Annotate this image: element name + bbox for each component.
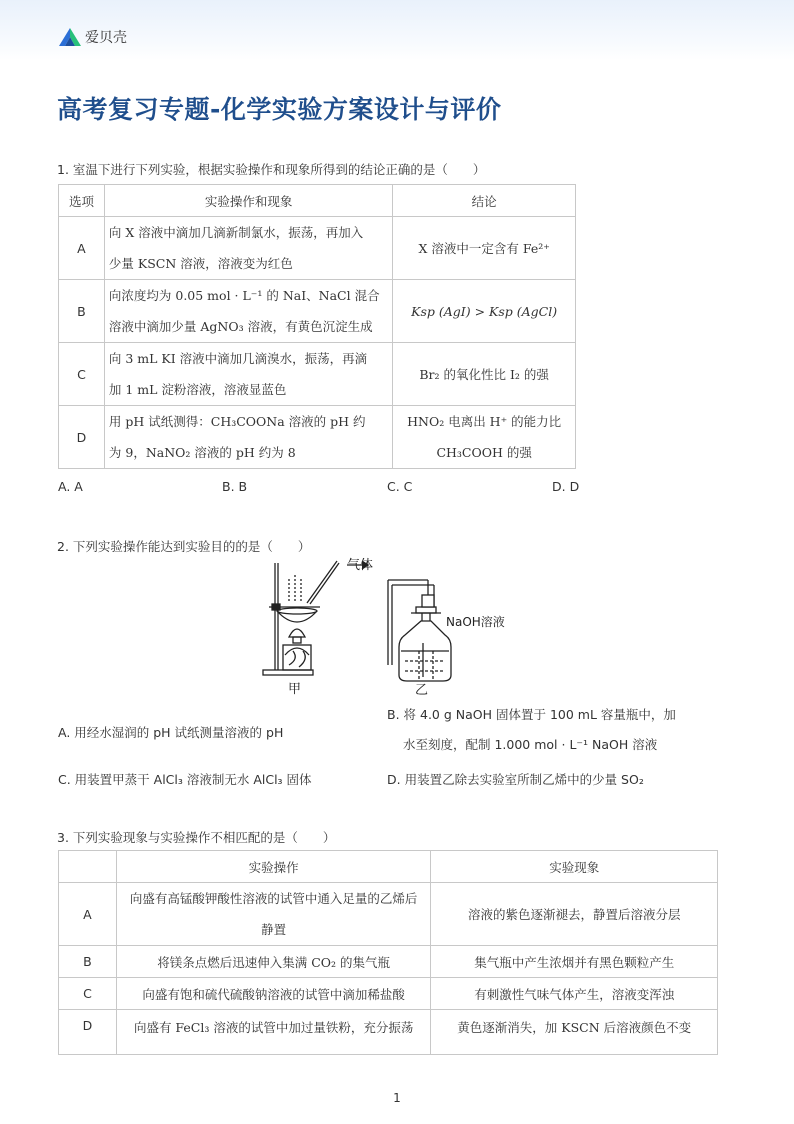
apparatus-jia [263, 561, 339, 675]
row-label: A [59, 883, 117, 946]
header-phenomenon: 实验现象 [431, 851, 718, 883]
question-3-table [58, 850, 718, 1055]
brand-name: 爱贝壳 [85, 30, 127, 46]
q1-option-b[interactable]: B. B [222, 479, 248, 494]
row-label: C [59, 343, 105, 406]
operation-line: 为 9，NaNO₂ 溶液的 pH 约为 8 [108, 445, 296, 460]
conclusion-line: X 溶液中一定含有 Fe²⁺ [418, 241, 550, 256]
page-number: 1 [393, 1091, 401, 1105]
q2-option-b[interactable] [387, 700, 676, 760]
operation-line: 向盛有高锰酸钾酸性溶液的试管中通入足量的乙烯后 [129, 891, 418, 906]
row-operation [104, 280, 392, 343]
phenomenon-line: 溶液的紫色逐渐褪去，静置后溶液分层 [467, 907, 681, 922]
operation-line: 向盛有饱和硫代硫酸钠溶液的试管中滴加稀盐酸 [142, 986, 405, 1002]
row-operation [116, 883, 431, 946]
row-phenomenon [431, 883, 718, 946]
row-label: A [59, 217, 105, 280]
header-option: 选项 [59, 185, 105, 217]
q1-option-c[interactable]: C. C [387, 479, 413, 494]
operation-line: 加 1 mL 淀粉溶液，溶液显蓝色 [108, 382, 287, 397]
table-header-row [59, 185, 576, 217]
q2-option-d[interactable]: D. 用装置乙除去实验室所制乙烯中的少量 SO₂ [387, 772, 644, 787]
conclusion-line: Br₂ 的氧化性比 I₂ 的强 [419, 367, 549, 382]
naoh-label: NaOH溶液 [446, 615, 505, 629]
row-phenomenon [431, 1010, 718, 1055]
question-1-stem: 1. 室温下进行下列实验，根据实验操作和现象所得到的结论正确的是（ ） [57, 162, 486, 177]
row-operation [116, 1010, 431, 1055]
header-operation: 实验操作和现象 [104, 185, 392, 217]
row-operation [104, 406, 392, 469]
row-operation [116, 946, 431, 978]
row-conclusion [393, 217, 576, 280]
apparatus-figure [255, 555, 525, 695]
row-label: D [59, 406, 105, 469]
row-conclusion [393, 280, 576, 343]
gas-label: 气体 [347, 558, 374, 573]
row-conclusion [393, 406, 576, 469]
row-label: B [59, 946, 117, 978]
page-title: 高考复习专题-化学实验方案设计与评价 [57, 95, 502, 124]
header-blank [59, 851, 117, 883]
row-label: D [59, 1010, 117, 1055]
phenomenon-line: 集气瓶中产生浓烟并有黑色颗粒产生 [474, 954, 675, 970]
q2-option-c[interactable]: C. 用装置甲蒸干 AlCl₃ 溶液制无水 AlCl₃ 固体 [58, 772, 312, 787]
row-phenomenon [431, 946, 718, 978]
row-operation [104, 217, 392, 280]
row-label: C [59, 978, 117, 1010]
row-operation [116, 978, 431, 1010]
label-yi: 乙 [415, 683, 429, 695]
table-row [59, 406, 576, 469]
conclusion-line: HNO₂ 电离出 H⁺ 的能力比 [407, 414, 562, 429]
row-phenomenon [431, 978, 718, 1010]
table-row [59, 946, 718, 978]
operation-line: 向浓度均为 0.05 mol · L⁻¹ 的 NaI、NaCl 混合 [108, 288, 380, 303]
row-operation [104, 343, 392, 406]
header-operation: 实验操作 [116, 851, 431, 883]
question-3-stem: 3. 下列实验现象与实验操作不相匹配的是（ ） [57, 830, 336, 845]
operation-line: 静置 [261, 922, 287, 937]
table-header-row [59, 851, 718, 883]
table-row [59, 1010, 718, 1055]
operation-line: 向 3 mL KI 溶液中滴加几滴溴水，振荡，再滴 [108, 351, 368, 366]
q2-option-a[interactable]: A. 用经水湿润的 pH 试纸测量溶液的 pH [58, 725, 284, 740]
brand-logo [58, 27, 127, 47]
operation-line: 用 pH 试纸测得：CH₃COONa 溶液的 pH 约 [108, 414, 366, 429]
q1-option-a[interactable]: A. A [58, 479, 83, 494]
table-row [59, 280, 576, 343]
table-row [59, 343, 576, 406]
row-conclusion [393, 343, 576, 406]
q1-option-d[interactable]: D. D [552, 479, 580, 494]
phenomenon-line: 有刺激性气味气体产生，溶液变浑浊 [474, 986, 675, 1002]
operation-line: 向 X 溶液中滴加几滴新制氯水，振荡，再加入 [108, 225, 364, 240]
operation-line: 将镁条点燃后迅速伸入集满 CO₂ 的集气瓶 [157, 954, 391, 970]
operation-line: 溶液中滴加少量 AgNO₃ 溶液，有黄色沉淀生成 [108, 319, 373, 334]
question-2-stem: 2. 下列实验操作能达到实验目的的是（ ） [57, 539, 311, 554]
operation-line: 少量 KSCN 溶液，溶液变为红色 [108, 256, 293, 271]
question-1-table [58, 184, 576, 469]
header-conclusion: 结论 [393, 185, 576, 217]
label-jia: 甲 [288, 682, 302, 695]
phenomenon-line: 黄色逐渐消失，加 KSCN 后溶液颜色不变 [457, 1020, 692, 1035]
apparatus-yi [347, 561, 451, 681]
brand-logo-icon [58, 27, 82, 47]
conclusion-line: CH₃COOH 的强 [436, 445, 532, 460]
operation-line: 向盛有 FeCl₃ 溶液的试管中加过量铁粉，充分振荡 [133, 1020, 414, 1035]
table-row [59, 883, 718, 946]
conclusion-line: Ksp (AgI) > Ksp (AgCl) [411, 303, 558, 319]
table-row [59, 217, 576, 280]
table-row [59, 978, 718, 1010]
row-label: B [59, 280, 105, 343]
option-b-line: B. 将 4.0 g NaOH 固体置于 100 mL 容量瓶中，加 [387, 707, 676, 722]
option-b-line: 水至刻度，配制 1.000 mol · L⁻¹ NaOH 溶液 [403, 737, 658, 752]
